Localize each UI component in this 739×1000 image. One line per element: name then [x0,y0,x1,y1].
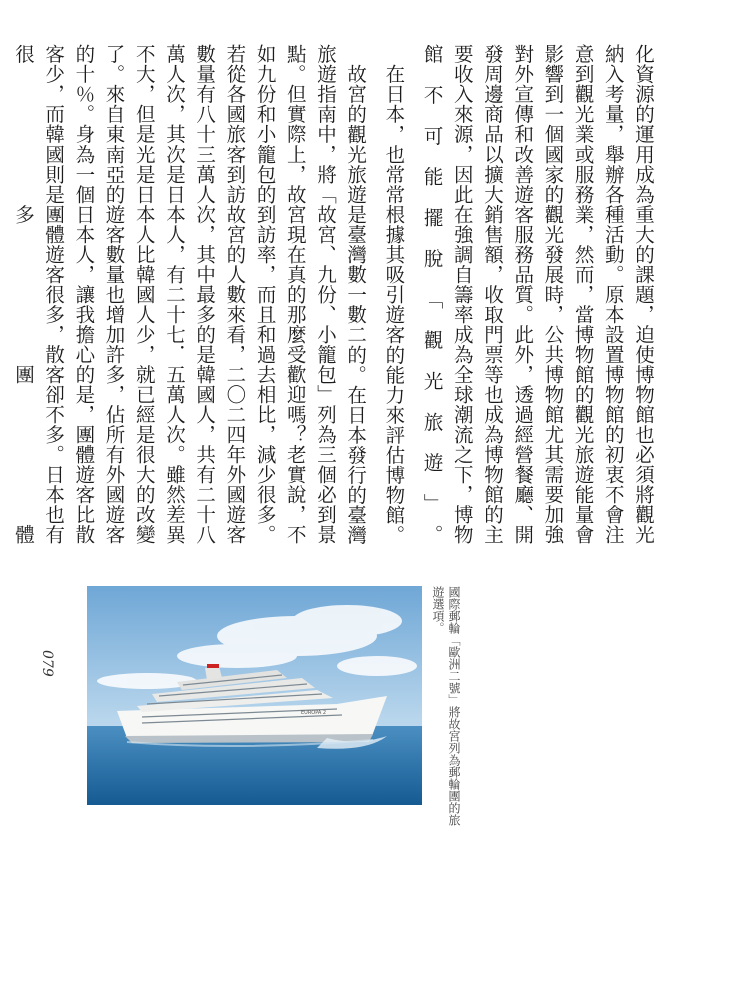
paragraph-2: 在日本，也常常根據其吸引遊客的能力來評估博物館。 [382,63,406,544]
paragraph-gap [370,44,378,544]
cruise-ship-photo [87,586,422,805]
body-text [11,44,658,544]
paragraph-1: 化資源的運用成為重大的課題，迫使博物館也必須將觀光納入考量，舉辦各種活動。原本設置博物館的初衷不會注意到觀光業或服務業，然而，當博物館的觀光旅遊能量會影響到一個國家的觀光發展時，公共博物館尤其需要加強對外宣傳和改善遊客服務品質。此外，透過經營餐廳、開發周邊商品以擴大銷售額，收取門票等也成為博物館的主要收入來源，因此在強調自籌率成為全球潮流之下，博物館不可能擺脫「觀光旅遊」。 [420,44,655,544]
paragraph-3: 故宮的觀光旅遊是臺灣數一數二的。在日本發行的臺灣旅遊指南中，將「故宮、九份、小籠包」列為三個必到景點。但實際上，故宮現在真的那麼受歡迎嗎？老實說，不如九份和小籠包的到訪率，而且和過去相比，減少很多。若從各國旅客到訪故宮的人數來看，二〇二四年外國遊客數量有八十三萬人次，其中最多的是韓國人，共有二十八萬人次，其次是日本人，有二十七．五萬人次。雖然差異不大，但是光是日本人比韓國人少，就已經是很大的改變了。來自東南亞的遊客數量也增加許多，佔所有外國遊客的十％。身為一個日本人，讓我擔心的是，團體遊客比散客少，而韓國則是團體遊客很多，散客卻不多。日本也有很多團體 [11,44,368,544]
figure-caption: 國際郵輪「歐洲二號」將故宮列為郵輪團的旅遊選項。 [431,586,461,826]
page-number: 079 [39,650,55,677]
paragraph-gap [408,44,416,544]
ship-name-text: EUROPA 2 [301,710,327,716]
